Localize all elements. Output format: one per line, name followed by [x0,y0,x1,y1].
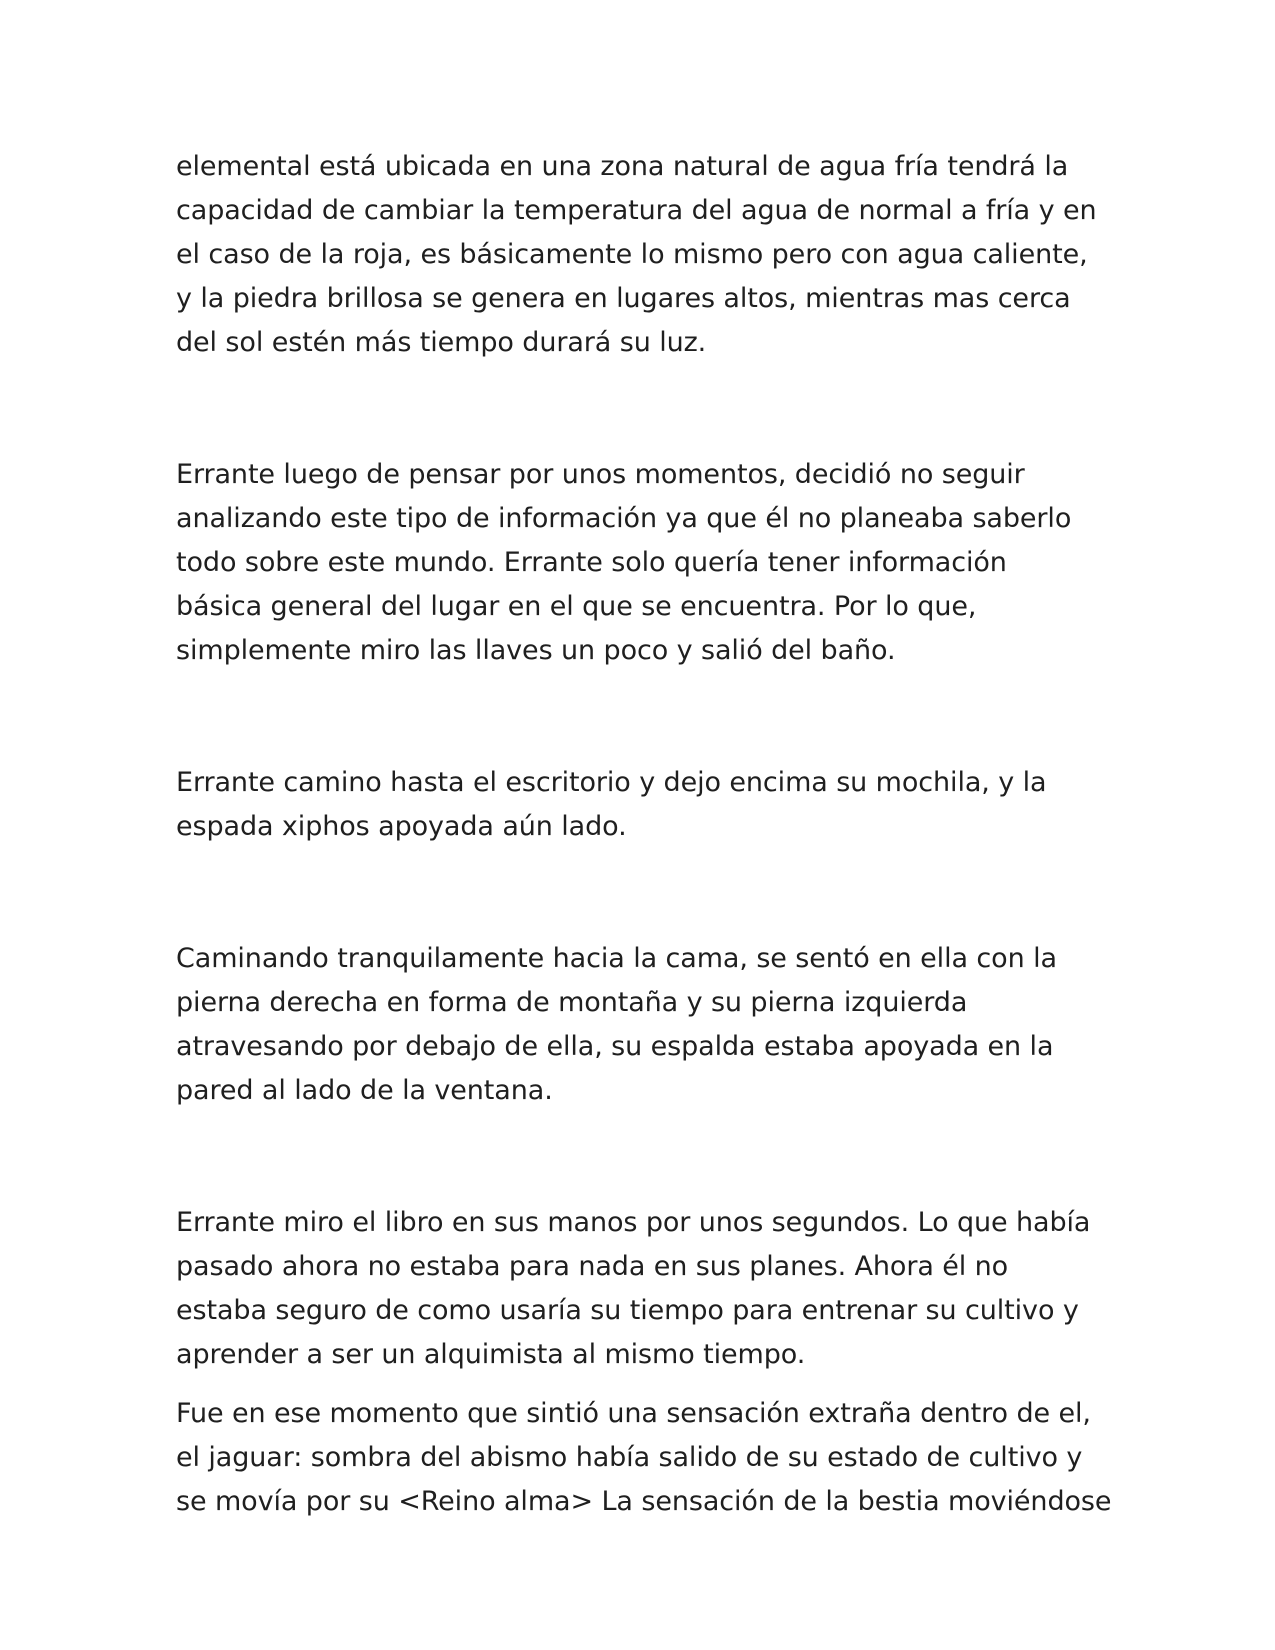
paragraph-5 [176,1201,1116,1377]
text-line: atravesando por debajo de ella, su espalda estaba apoyada en la [176,1031,1054,1062]
text-line: el jaguar: sombra del abismo había salido de su estado de cultivo y [176,1442,1083,1473]
text-line: Fue en ese momento que sintió una sensación extraña dentro de el, [176,1398,1091,1429]
text-line: pared al lado de la ventana. [176,1075,553,1106]
paragraph-3 [176,761,1116,849]
text-line: aprender a ser un alquimista al mismo tiempo. [176,1339,806,1370]
text-line: analizando este tipo de información ya que él no planeaba saberlo [176,503,1072,534]
text-line: se movía por su <Reino alma> La sensación de la bestia moviéndose [176,1486,1112,1517]
text-line: Caminando tranquilamente hacia la cama, se sentó en ella con la [176,943,1057,974]
paragraph-4 [176,937,1116,1113]
text-line: Errante camino hasta el escritorio y dejo encima su mochila, y la [176,767,1047,798]
document-body [176,145,1116,1524]
text-line: y la piedra brillosa se genera en lugares altos, mientras mas cerca [176,283,1071,314]
text-line: elemental está ubicada en una zona natural de agua fría tendrá la [176,151,1069,182]
text-line: el caso de la roja, es básicamente lo mismo pero con agua caliente, [176,239,1088,270]
text-line: Errante miro el libro en sus manos por unos segundos. Lo que había [176,1207,1091,1238]
text-line: pasado ahora no estaba para nada en sus planes. Ahora él no [176,1251,1009,1282]
text-line: pierna derecha en forma de montaña y su pierna izquierda [176,987,968,1018]
text-line: capacidad de cambiar la temperatura del agua de normal a fría y en [176,195,1097,226]
text-line: del sol estén más tiempo durará su luz. [176,327,707,358]
paragraph-2 [176,453,1116,673]
paragraph-1 [176,145,1116,365]
text-line: Errante luego de pensar por unos momentos, decidió no seguir [176,459,1025,490]
text-line: todo sobre este mundo. Errante solo quería tener información [176,547,1007,578]
paragraph-6 [176,1392,1116,1524]
text-line: espada xiphos apoyada aún lado. [176,811,627,842]
text-line: simplemente miro las llaves un poco y salió del baño. [176,635,896,666]
text-line: estaba seguro de como usaría su tiempo para entrenar su cultivo y [176,1295,1079,1326]
text-line: básica general del lugar en el que se encuentra. Por lo que, [176,591,977,622]
